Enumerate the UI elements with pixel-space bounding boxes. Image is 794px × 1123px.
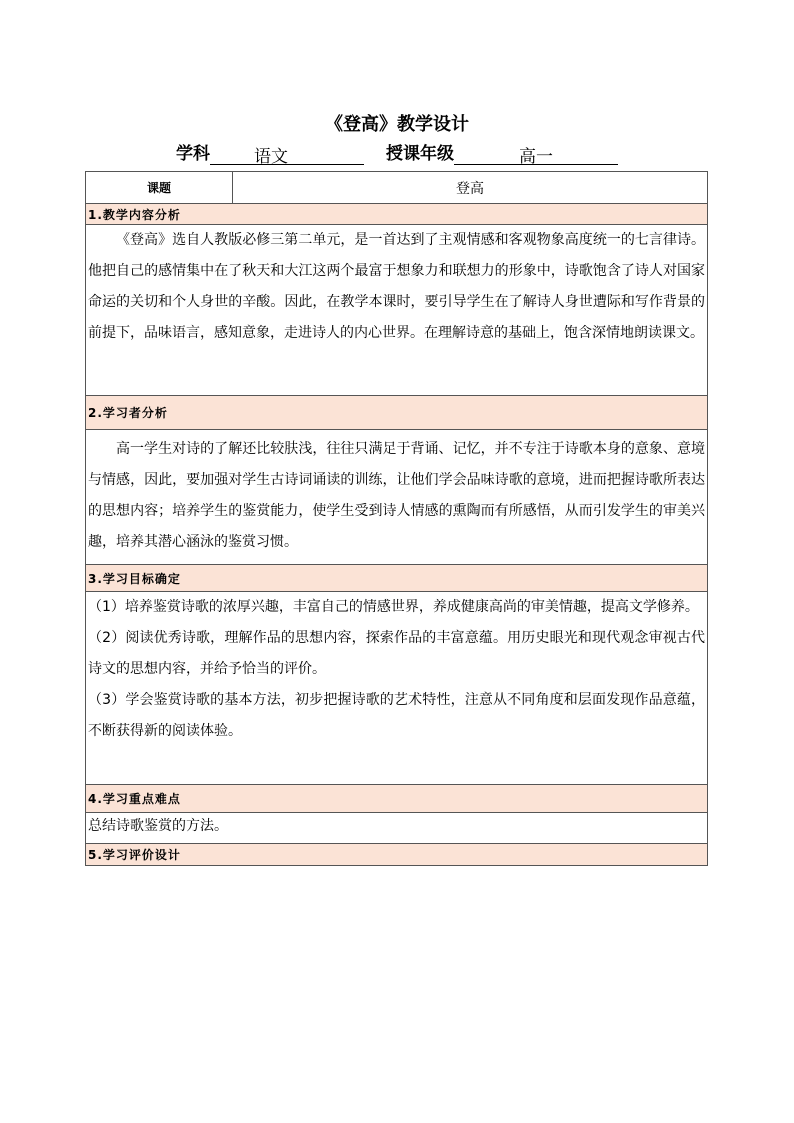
objective-item: （2）阅读优秀诗歌，理解作品的思想内容，探索作品的丰富意蕴。用历史眼光和现代观念审视古代诗文的思想内容，并给予恰当的评价。 (88, 630, 705, 677)
grade-value: 高一 (454, 146, 618, 165)
section-body-row (86, 430, 708, 565)
section-body-content-analysis (86, 225, 708, 396)
document-title: 《登高》教学设计 (325, 114, 469, 135)
section-body-learning-objectives (86, 592, 708, 785)
section-heading-content-analysis: 1.教学内容分析 (86, 204, 708, 225)
section-heading-row (86, 204, 708, 225)
section-body-learner-analysis (86, 430, 708, 565)
section-heading-row (86, 785, 708, 813)
section-heading-row (86, 844, 708, 866)
section-heading-learner-analysis: 2.学习者分析 (86, 396, 708, 430)
section-body-key-points (86, 813, 708, 844)
section-heading-learning-objectives: 3.学习目标确定 (86, 565, 708, 592)
objective-item: （3）学会鉴赏诗歌的基本方法，初步把握诗歌的艺术特性，注意从不同角度和层面发现作品意蕴，不断获得新的阅读体验。 (88, 692, 705, 739)
topic-value: 登高 (233, 172, 708, 204)
topic-row (86, 172, 708, 204)
paragraph: 高一学生对诗的了解还比较肤浅，往往只满足于背诵、记忆，并不专注于诗歌本身的意象、意境与情感，因此，要加强对学生古诗词诵读的训练，让他们学会品味诗歌的意境，进而把握诗歌所表达的思想内容；培养学生的鉴赏能力，使学生受到诗人情感的熏陶而有所感悟，从而引发学生的审美兴趣，培养其潜心涵泳的鉴赏习惯。 (88, 441, 705, 550)
topic-label: 课题 (86, 172, 233, 204)
section-heading-key-points: 4.学习重点难点 (86, 785, 708, 813)
grade-label: 授课年级 (386, 144, 454, 164)
section-body-row (86, 592, 708, 785)
section-heading-row (86, 565, 708, 592)
section-body-row (86, 225, 708, 396)
paragraph: 《登高》选自人教版必修三第二单元，是一首达到了主观情感和客观物象高度统一的七言律诗。他把自己的感情集中在了秋天和大江这两个最富于想象力和联想力的形象中，诗歌饱含了诗人对国家命运的关切和个人身世的辛酸。因此，在教学本课时，要引导学生在了解诗人身世遭际和写作背景的前提下，品味语言，感知意象，走进诗人的内心世界。在理解诗意的基础上，饱含深情地朗读课文。 (88, 232, 705, 341)
paragraph: 总结诗歌鉴赏的方法。 (88, 818, 228, 834)
subject-grade-line (0, 143, 794, 165)
lesson-design-table (85, 171, 708, 866)
subject-label: 学科 (176, 144, 210, 164)
section-body-row (86, 813, 708, 844)
section-heading-row (86, 396, 708, 430)
objective-item: （1）培养鉴赏诗歌的浓厚兴趣，丰富自己的情感世界，养成健康高尚的审美情趣，提高文学修养。 (88, 599, 699, 615)
subject-value: 语文 (254, 146, 364, 165)
section-heading-evaluation-design: 5.学习评价设计 (86, 844, 708, 866)
